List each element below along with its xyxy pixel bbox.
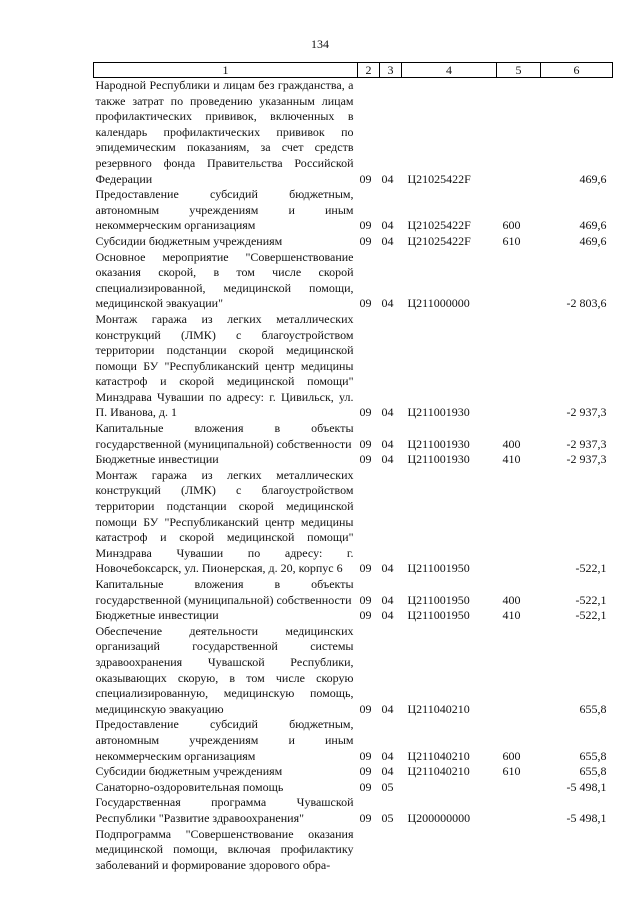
row-sum: -2 937,3	[566, 405, 607, 420]
row-rz: 09	[359, 233, 372, 248]
row-vr	[497, 795, 541, 826]
table-row	[94, 78, 613, 188]
row-csr: Ц211001950	[407, 608, 470, 623]
budget-table	[93, 62, 613, 873]
row-name: Монтаж гаража из легких металлических конструкций (ЛМК) с благоустройством территории подстанции скорой медицинской помощи БУ "Республиканский центр медицины катастроф и скорой медицинской помощи" Минздрава Чувашии по адресу: г. Новочебоксарск, ул. Пионерская, д. 20, корпус 6	[95, 467, 354, 576]
table-row	[94, 234, 613, 250]
row-pr: 04	[381, 608, 394, 623]
column-header-5: 5	[497, 63, 541, 78]
table-row	[94, 452, 613, 468]
row-sum: 655,8	[579, 701, 607, 716]
row-vr	[497, 312, 541, 421]
row-csr: Ц200000000	[407, 810, 471, 825]
row-rz: 09	[359, 296, 372, 311]
row-vr	[497, 468, 541, 577]
row-sum: -5 498,1	[566, 810, 607, 825]
row-vr: 610	[502, 764, 521, 779]
row-name: Субсидии бюджетным учреждениям	[95, 764, 283, 779]
column-header-3: 3	[380, 63, 402, 78]
row-csr	[402, 827, 497, 874]
row-csr: Ц21025422F	[407, 171, 471, 186]
row-name: Монтаж гаража из легких металлических конструкций (ЛМК) с благоустройством территории подстанции скорой медицинской помощи БУ "Республиканский центр медицины катастроф и скорой медицинской помощи" Минздрава Чувашии по адресу: г. Цивильск, ул. П. Иванова, д. 1	[95, 311, 354, 420]
row-name: Капитальные вложения в объекты государственной (муниципальной) собственности	[95, 577, 354, 607]
row-vr	[497, 827, 541, 874]
row-sum: 469,6	[579, 171, 607, 186]
row-sum: -522,1	[575, 608, 607, 623]
row-sum: -522,1	[575, 592, 607, 607]
row-name: Капитальные вложения в объекты государственной (муниципальной) собственности	[95, 421, 354, 451]
row-pr: 04	[381, 233, 394, 248]
row-rz: 09	[359, 592, 372, 607]
row-sum: -5 498,1	[566, 779, 607, 794]
row-vr: 400	[502, 592, 521, 607]
row-name: Народной Республики и лицам без гражданства, а также затрат по проведению указанным лицам профилактических прививок, включенных в календарь профилактических прививок по эпидемическим показаниям, за счет средств резервного фонда Правительства Российской Федерации	[95, 78, 354, 186]
table-row	[94, 764, 613, 780]
row-sum: -2 937,3	[566, 452, 607, 467]
table-row	[94, 250, 613, 312]
row-vr: 410	[502, 608, 521, 623]
row-name: Предоставление субсидий бюджетным, автономным учреждениям и иным некоммерческим организациям	[95, 187, 354, 233]
row-sum: 655,8	[579, 748, 607, 763]
table-row	[94, 312, 613, 421]
row-csr: Ц211040210	[407, 748, 470, 763]
row-pr: 04	[381, 764, 394, 779]
row-vr: 410	[502, 452, 521, 467]
row-csr	[402, 780, 497, 796]
row-name: Предоставление субсидий бюджетным, автономным учреждениям и иным некоммерческим организациям	[95, 717, 354, 763]
page-number: 134	[311, 37, 329, 51]
row-rz: 09	[359, 171, 372, 186]
row-csr: Ц211001930	[407, 436, 470, 451]
row-sum: -2 803,6	[566, 296, 607, 311]
row-sum: -522,1	[575, 561, 607, 576]
row-sum: 655,8	[579, 764, 607, 779]
column-header-2: 2	[358, 63, 380, 78]
row-csr: Ц211040210	[407, 701, 470, 716]
row-name: Бюджетные инвестиции	[95, 452, 219, 467]
row-pr	[380, 827, 402, 874]
row-rz	[358, 827, 380, 874]
row-vr	[497, 78, 541, 188]
row-pr: 04	[381, 452, 394, 467]
row-rz: 09	[359, 701, 372, 716]
row-vr: 600	[502, 748, 521, 763]
row-pr: 04	[381, 561, 394, 576]
table-row	[94, 624, 613, 718]
row-name: Субсидии бюджетным учреждениям	[95, 233, 283, 248]
row-rz: 09	[359, 748, 372, 763]
row-csr: Ц211040210	[407, 764, 470, 779]
row-rz: 09	[359, 779, 372, 794]
row-sum: 469,6	[579, 233, 607, 248]
row-pr: 05	[381, 779, 394, 794]
row-vr	[497, 624, 541, 718]
row-rz: 09	[359, 218, 372, 233]
row-sum: -2 937,3	[566, 436, 607, 451]
row-name: Обеспечение деятельности медицинских организаций государственной системы здравоохранения Чувашской Республики, оказывающих скорую, в том числе скорую специализированную, медицинскую помощь, медицинскую эвакуацию	[95, 623, 354, 716]
row-name: Санаторно-оздоровительная помощь	[95, 779, 284, 794]
row-pr: 05	[381, 810, 394, 825]
row-vr: 400	[502, 436, 521, 451]
table-row	[94, 608, 613, 624]
table-row	[94, 468, 613, 577]
row-csr: Ц211001950	[407, 592, 470, 607]
row-pr: 04	[381, 748, 394, 763]
row-vr: 600	[502, 218, 521, 233]
row-pr: 04	[381, 218, 394, 233]
table-row	[94, 827, 613, 874]
row-rz: 09	[359, 561, 372, 576]
row-csr: Ц211000000	[407, 296, 470, 311]
table-row	[94, 421, 613, 452]
header-row	[94, 63, 613, 78]
row-pr: 04	[381, 171, 394, 186]
row-vr	[497, 780, 541, 796]
row-sum: 469,6	[579, 218, 607, 233]
table-row	[94, 795, 613, 826]
row-vr: 610	[502, 233, 521, 248]
row-pr: 04	[381, 592, 394, 607]
row-rz: 09	[359, 436, 372, 451]
row-csr: Ц211001950	[407, 561, 470, 576]
table-row	[94, 717, 613, 764]
row-vr	[497, 250, 541, 312]
row-pr: 04	[381, 436, 394, 451]
table-row	[94, 780, 613, 796]
row-rz: 09	[359, 608, 372, 623]
row-rz: 09	[359, 405, 372, 420]
row-rz: 09	[359, 810, 372, 825]
row-csr: Ц211001930	[407, 452, 470, 467]
row-csr: Ц211001930	[407, 405, 470, 420]
row-name: Государственная программа Чувашской Республики "Развитие здравоохранения"	[95, 795, 354, 825]
row-csr: Ц21025422F	[407, 218, 471, 233]
row-pr: 04	[381, 701, 394, 716]
row-rz: 09	[359, 764, 372, 779]
table-row	[94, 187, 613, 234]
column-header-4: 4	[402, 63, 497, 78]
row-csr: Ц21025422F	[407, 233, 471, 248]
column-header-1: 1	[94, 63, 358, 78]
row-sum	[541, 827, 613, 874]
row-pr: 04	[381, 296, 394, 311]
row-name: Основное мероприятие "Совершенствование оказания скорой, в том числе скорой специализированной, медицинской помощи, медицинской эвакуации"	[95, 249, 354, 311]
row-pr: 04	[381, 405, 394, 420]
row-name: Бюджетные инвестиции	[95, 608, 219, 623]
row-rz: 09	[359, 452, 372, 467]
column-header-6: 6	[541, 63, 613, 78]
table-row	[94, 577, 613, 608]
row-name: Подпрограмма "Совершенствование оказания медицинской помощи, включая профилактику заболеваний и формирование здорового обра-	[95, 826, 354, 872]
